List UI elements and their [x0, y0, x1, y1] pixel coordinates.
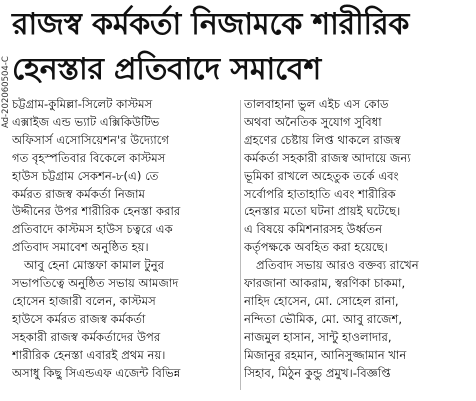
- body-line: অসাধু কিছু সিএন্ডএফ এজেন্ট বিভিন্ন: [12, 365, 181, 380]
- headline-line-2: হেনস্তার প্রতিবাদে সমাবেশ: [12, 52, 322, 87]
- body-line: সভাপতিত্বে অনুষ্ঠিত সভায় আমজাদ: [12, 276, 179, 291]
- body-line: প্রতিবাদে কাস্টমস হাউস চত্বরে এক: [12, 222, 173, 237]
- side-code: Ad-202060504-C: [1, 56, 11, 128]
- body-line: চট্টগ্রাম-কুমিল্লা-সিলেট কাস্টমস: [12, 97, 153, 111]
- body-line: অফিসার্স এসোসিয়েশন'র উদ্যোগে: [12, 132, 169, 147]
- body-line: উদ্দীনের উপর শারীরিক হেনস্তা করার: [12, 204, 181, 219]
- body-line: প্রতিবাদ সমাবেশ অনুষ্ঠিত হয়।: [12, 240, 149, 255]
- body-line: হাউসে কর্মরত রাজস্ব কর্মকর্তা: [12, 311, 146, 326]
- body-line: ফারজানা আকরাম, স্বরণিকা চাকমা,: [244, 276, 406, 291]
- body-line: মিজানুর রহমান, আনিসুজ্জামান খান: [244, 347, 407, 362]
- body-line: হোসেন হাজারী বলেন, কাস্টমস: [12, 293, 156, 308]
- body-line: কর্তৃপক্ষকে অবহিত করা হয়েছে।: [244, 240, 388, 255]
- body-line: সিহাব, মিঠুন কুন্ডু প্রমুখ।-বিজ্ঞপ্তি: [244, 365, 391, 380]
- body-line: অথবা অনৈতিক সুযোগ সুবিধা: [244, 114, 382, 129]
- body-line: শারীরিক হেনস্তা এবারই প্রথম নয়।: [12, 347, 166, 362]
- body-line: গত বৃহস্পতিবার বিকেলে কাস্টমস: [12, 150, 166, 165]
- body-line: প্রতিবাদ সভায় আরও বক্তব্য রাখেন: [256, 258, 419, 273]
- body-line: সহকারী রাজস্ব কর্মকর্তাদের উপর: [12, 329, 161, 344]
- body-line: তালবাহানা ভুল এইচ এস কোড: [244, 97, 389, 111]
- body-line: কর্মকর্তা সহকারী রাজস্ব আদায়ে জন্য: [244, 150, 411, 165]
- right-column: [244, 96, 470, 383]
- article-body: [12, 96, 470, 396]
- column-divider: [240, 100, 241, 390]
- body-line: নাজমুল হাসান, সান্টু হাওলাদার,: [244, 329, 392, 344]
- headline: [12, 2, 472, 92]
- body-line: ভূমিকা রাখলে অহেতুক তর্কে এবং: [244, 168, 399, 183]
- body-line: এক্সাইজ এন্ড ভ্যাট এক্সিকিউটিভ: [12, 114, 160, 129]
- body-line: হাউস চট্টগ্রাম সেকশন-৮(এ) তে: [12, 168, 159, 183]
- body-line: গ্রহণের চেষ্টায় লিপ্ত থাকলে রাজস্ব: [244, 132, 401, 147]
- left-column: [12, 96, 238, 383]
- body-line: নাহিদ হোসেন, মো. সোহেল রানা,: [244, 293, 399, 308]
- body-line: কর্মরত রাজস্ব কর্মকর্তা নিজাম: [12, 186, 145, 201]
- body-line: আবু হেনা মোস্তফা কামাল টুনুর: [24, 258, 164, 273]
- body-line: সর্বোপরি হাতাহাতি এবং শারীরিক: [244, 186, 396, 201]
- headline-line-1: রাজস্ব কর্মকর্তা নিজামকে শারীরিক: [12, 7, 410, 42]
- body-line: এ বিষয়ে কমিশনারসহ উর্ধ্বতন: [244, 222, 382, 237]
- body-line: নন্দিতা ভৌমিক, মো. আবু রাজেশ,: [244, 311, 403, 326]
- body-line: হেনস্তার মতো ঘটনা প্রায়ই ঘটেছে।: [244, 204, 401, 219]
